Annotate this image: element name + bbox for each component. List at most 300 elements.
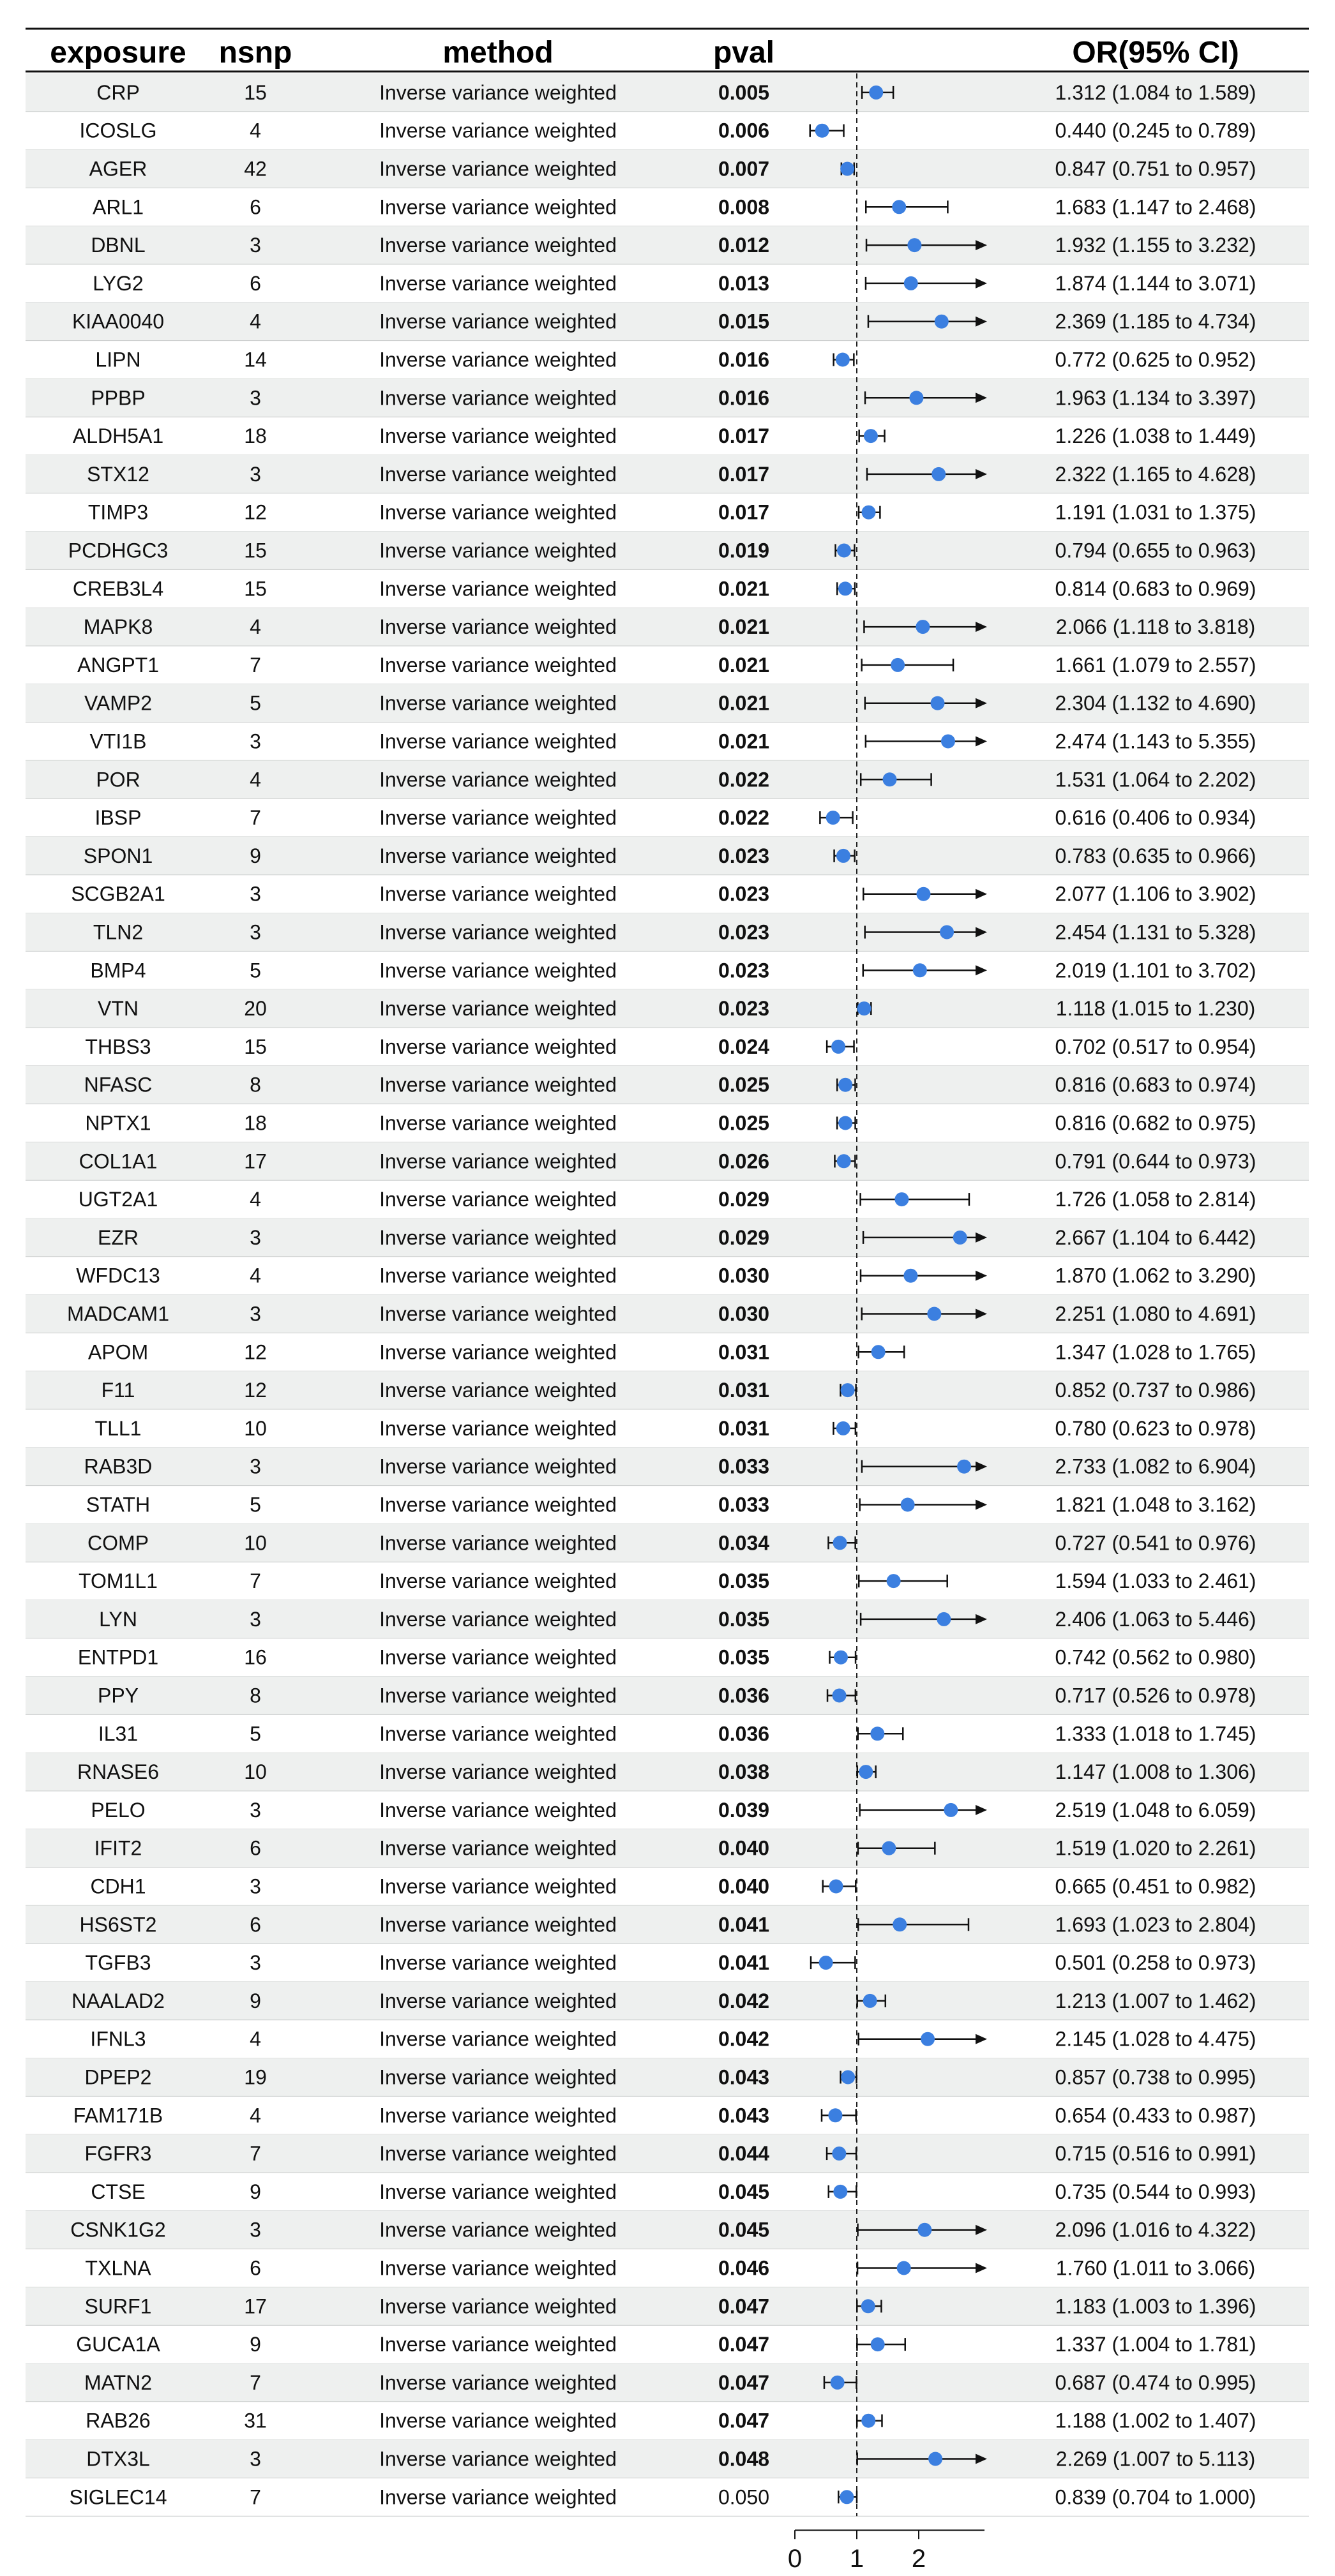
cell-method: Inverse variance weighted bbox=[379, 195, 617, 219]
cell-or-ci: 0.735 (0.544 to 0.993) bbox=[1055, 2180, 1256, 2203]
cell-or-ci: 0.816 (0.682 to 0.975) bbox=[1055, 1111, 1256, 1135]
ci-arrow bbox=[976, 1500, 987, 1510]
cell-exposure: UGT2A1 bbox=[78, 1188, 158, 1211]
cell-exposure: NAALAD2 bbox=[72, 1989, 165, 2012]
cell-exposure: CDH1 bbox=[90, 1875, 146, 1898]
cell-pval: 0.042 bbox=[718, 1989, 770, 2012]
or-point bbox=[917, 2223, 931, 2237]
cell-or-ci: 0.654 (0.433 to 0.987) bbox=[1055, 2104, 1256, 2127]
cell-nsnp: 3 bbox=[250, 1455, 261, 1478]
cell-or-ci: 1.213 (1.007 to 1.462) bbox=[1055, 1989, 1256, 2012]
or-point bbox=[831, 2376, 845, 2390]
cell-or-ci: 2.369 (1.185 to 4.734) bbox=[1055, 310, 1256, 333]
cell-or-ci: 0.727 (0.541 to 0.976) bbox=[1055, 1531, 1256, 1555]
cell-pval: 0.046 bbox=[718, 2256, 770, 2280]
or-point bbox=[828, 2108, 842, 2122]
or-point bbox=[841, 2071, 855, 2085]
cell-nsnp: 5 bbox=[250, 691, 261, 715]
cell-nsnp: 6 bbox=[250, 1913, 261, 1936]
cell-pval: 0.045 bbox=[718, 2180, 770, 2203]
or-point bbox=[836, 353, 850, 367]
cell-nsnp: 3 bbox=[250, 2218, 261, 2242]
cell-exposure: IL31 bbox=[98, 1722, 139, 1746]
cell-nsnp: 15 bbox=[244, 80, 267, 104]
cell-nsnp: 4 bbox=[250, 615, 261, 639]
or-point bbox=[937, 1612, 951, 1626]
or-point bbox=[887, 1574, 901, 1588]
cell-nsnp: 4 bbox=[250, 1264, 261, 1287]
cell-method: Inverse variance weighted bbox=[379, 539, 617, 562]
cell-pval: 0.013 bbox=[718, 271, 770, 295]
cell-pval: 0.040 bbox=[718, 1836, 770, 1860]
cell-or-ci: 2.066 (1.118 to 3.818) bbox=[1055, 615, 1256, 639]
cell-nsnp: 4 bbox=[250, 2027, 261, 2051]
or-point bbox=[957, 1460, 971, 1474]
cell-method: Inverse variance weighted bbox=[379, 80, 617, 104]
or-point bbox=[953, 1231, 967, 1245]
or-point bbox=[941, 735, 955, 749]
cell-or-ci: 2.077 (1.106 to 3.902) bbox=[1055, 882, 1256, 906]
cell-pval: 0.047 bbox=[718, 2295, 770, 2318]
cell-nsnp: 9 bbox=[250, 2333, 261, 2356]
cell-method: Inverse variance weighted bbox=[379, 1760, 617, 1784]
or-point bbox=[829, 1880, 843, 1894]
or-point bbox=[861, 2299, 875, 2313]
cell-exposure: NFASC bbox=[84, 1073, 153, 1097]
or-point bbox=[864, 429, 878, 443]
cell-nsnp: 8 bbox=[250, 1073, 261, 1097]
cell-exposure: BMP4 bbox=[90, 959, 146, 982]
cell-exposure: APOM bbox=[87, 1340, 149, 1364]
cell-nsnp: 3 bbox=[250, 1607, 261, 1631]
cell-exposure: TLL1 bbox=[94, 1416, 142, 1440]
ci-arrow bbox=[976, 1271, 987, 1281]
cell-exposure: FGFR3 bbox=[84, 2142, 152, 2166]
cell-nsnp: 7 bbox=[250, 1569, 261, 1593]
cell-or-ci: 1.594 (1.033 to 2.461) bbox=[1055, 1569, 1256, 1593]
cell-or-ci: 1.726 (1.058 to 2.814) bbox=[1055, 1188, 1256, 1211]
ci-arrow bbox=[976, 1805, 987, 1815]
cell-pval: 0.024 bbox=[718, 1035, 770, 1058]
cell-nsnp: 5 bbox=[250, 959, 261, 982]
or-point bbox=[840, 162, 854, 176]
or-point bbox=[931, 467, 946, 481]
cell-method: Inverse variance weighted bbox=[379, 730, 617, 753]
cell-nsnp: 14 bbox=[244, 348, 267, 371]
cell-method: Inverse variance weighted bbox=[379, 424, 617, 448]
ci-arrow bbox=[976, 889, 987, 899]
cell-pval: 0.029 bbox=[718, 1225, 770, 1249]
or-point bbox=[909, 391, 923, 405]
cell-or-ci: 1.183 (1.003 to 1.396) bbox=[1055, 2295, 1256, 2318]
cell-exposure: ANGPT1 bbox=[77, 653, 160, 677]
cell-nsnp: 15 bbox=[244, 1035, 267, 1058]
cell-pval: 0.036 bbox=[718, 1684, 770, 1707]
cell-or-ci: 0.847 (0.751 to 0.957) bbox=[1055, 157, 1256, 181]
cell-exposure: TLN2 bbox=[93, 920, 144, 944]
cell-nsnp: 3 bbox=[250, 920, 261, 944]
cell-pval: 0.033 bbox=[718, 1455, 770, 1478]
or-point bbox=[815, 124, 829, 138]
or-point bbox=[871, 1345, 886, 1359]
cell-exposure: STX12 bbox=[87, 462, 149, 486]
cell-nsnp: 10 bbox=[244, 1760, 267, 1784]
cell-pval: 0.033 bbox=[718, 1493, 770, 1516]
cell-method: Inverse variance weighted bbox=[379, 2333, 617, 2356]
cell-exposure: LYG2 bbox=[93, 271, 144, 295]
cell-or-ci: 2.733 (1.082 to 6.904) bbox=[1055, 1455, 1256, 1478]
cell-exposure: ICOSLG bbox=[79, 119, 157, 142]
cell-method: Inverse variance weighted bbox=[379, 882, 617, 906]
cell-method: Inverse variance weighted bbox=[379, 1684, 617, 1707]
or-point bbox=[862, 505, 876, 520]
or-point bbox=[870, 1726, 884, 1741]
cell-exposure: COL1A1 bbox=[79, 1149, 158, 1173]
cell-pval: 0.021 bbox=[718, 691, 770, 715]
cell-method: Inverse variance weighted bbox=[379, 1340, 617, 1364]
or-point bbox=[894, 1192, 909, 1206]
cell-method: Inverse variance weighted bbox=[379, 691, 617, 715]
cell-or-ci: 0.440 (0.245 to 0.789) bbox=[1055, 119, 1256, 142]
cell-nsnp: 4 bbox=[250, 119, 261, 142]
cell-nsnp: 42 bbox=[244, 157, 267, 181]
or-point bbox=[837, 1154, 851, 1168]
x-axis bbox=[788, 2530, 984, 2573]
cell-pval: 0.015 bbox=[718, 310, 770, 333]
or-point bbox=[882, 1841, 896, 1855]
cell-method: Inverse variance weighted bbox=[379, 844, 617, 867]
cell-exposure: TGFB3 bbox=[85, 1951, 151, 1975]
cell-pval: 0.022 bbox=[718, 768, 770, 791]
cell-method: Inverse variance weighted bbox=[379, 2065, 617, 2089]
cell-nsnp: 9 bbox=[250, 844, 261, 867]
ci-arrow bbox=[976, 2034, 987, 2044]
or-point bbox=[838, 581, 852, 595]
cell-nsnp: 4 bbox=[250, 2104, 261, 2127]
cell-exposure: SCGB2A1 bbox=[71, 882, 165, 906]
cell-method: Inverse variance weighted bbox=[379, 1379, 617, 1402]
cell-method: Inverse variance weighted bbox=[379, 615, 617, 639]
or-point bbox=[840, 2490, 854, 2504]
cell-method: Inverse variance weighted bbox=[379, 2142, 617, 2166]
cell-exposure: AGER bbox=[89, 157, 147, 181]
cell-nsnp: 3 bbox=[250, 2447, 261, 2471]
cell-pval: 0.034 bbox=[718, 1531, 770, 1555]
cell-pval: 0.050 bbox=[718, 2485, 770, 2509]
cell-method: Inverse variance weighted bbox=[379, 2295, 617, 2318]
cell-or-ci: 0.839 (0.704 to 1.000) bbox=[1055, 2485, 1256, 2509]
cell-pval: 0.016 bbox=[718, 386, 770, 410]
x-tick-label: 0 bbox=[787, 2545, 803, 2573]
cell-exposure: CTSE bbox=[91, 2180, 146, 2203]
cell-exposure: ENTPD1 bbox=[77, 1645, 159, 1669]
cell-exposure: PELO bbox=[91, 1798, 146, 1822]
cell-nsnp: 31 bbox=[244, 2409, 267, 2432]
or-point bbox=[916, 887, 930, 901]
cell-or-ci: 0.783 (0.635 to 0.966) bbox=[1055, 844, 1256, 867]
cell-exposure: MAPK8 bbox=[83, 615, 153, 639]
cell-or-ci: 1.188 (1.002 to 1.407) bbox=[1055, 2409, 1256, 2432]
cell-method: Inverse variance weighted bbox=[379, 2256, 617, 2280]
cell-nsnp: 4 bbox=[250, 1188, 261, 1211]
cell-pval: 0.041 bbox=[718, 1913, 770, 1936]
cell-or-ci: 2.406 (1.063 to 5.446) bbox=[1055, 1607, 1256, 1631]
cell-method: Inverse variance weighted bbox=[379, 1645, 617, 1669]
cell-or-ci: 1.312 (1.084 to 1.589) bbox=[1055, 80, 1256, 104]
cell-pval: 0.021 bbox=[718, 577, 770, 601]
cell-pval: 0.042 bbox=[718, 2027, 770, 2051]
cell-exposure: IBSP bbox=[94, 806, 142, 830]
or-point bbox=[863, 1994, 877, 2008]
or-point bbox=[841, 1383, 855, 1397]
or-point bbox=[833, 1536, 847, 1550]
cell-pval: 0.023 bbox=[718, 882, 770, 906]
cell-nsnp: 20 bbox=[244, 997, 267, 1021]
cell-exposure: VAMP2 bbox=[84, 691, 153, 715]
cell-pval: 0.029 bbox=[718, 1188, 770, 1211]
cell-or-ci: 2.304 (1.132 to 4.690) bbox=[1055, 691, 1256, 715]
cell-or-ci: 0.780 (0.623 to 0.978) bbox=[1055, 1416, 1256, 1440]
cell-nsnp: 16 bbox=[244, 1645, 267, 1669]
cell-or-ci: 1.821 (1.048 to 3.162) bbox=[1055, 1493, 1256, 1516]
cell-or-ci: 2.096 (1.016 to 4.322) bbox=[1055, 2218, 1256, 2242]
cell-method: Inverse variance weighted bbox=[379, 2218, 617, 2242]
cell-exposure: COMP bbox=[87, 1531, 149, 1555]
cell-exposure: POR bbox=[96, 768, 140, 791]
cell-method: Inverse variance weighted bbox=[379, 920, 617, 944]
cell-method: Inverse variance weighted bbox=[379, 2370, 617, 2394]
cell-exposure: LYN bbox=[99, 1607, 137, 1631]
cell-method: Inverse variance weighted bbox=[379, 386, 617, 410]
cell-nsnp: 12 bbox=[244, 1340, 267, 1364]
cell-nsnp: 7 bbox=[250, 2485, 261, 2509]
cell-nsnp: 3 bbox=[250, 1225, 261, 1249]
or-point bbox=[857, 1001, 871, 1015]
cell-exposure: CSNK1G2 bbox=[70, 2218, 166, 2242]
cell-nsnp: 9 bbox=[250, 1989, 261, 2012]
cell-pval: 0.048 bbox=[718, 2447, 770, 2471]
cell-exposure: FAM171B bbox=[73, 2104, 163, 2127]
cell-nsnp: 3 bbox=[250, 1302, 261, 1326]
cell-exposure: KIAA0040 bbox=[72, 310, 165, 333]
cell-or-ci: 1.661 (1.079 to 2.557) bbox=[1055, 653, 1256, 677]
cell-exposure: PPY bbox=[97, 1684, 139, 1707]
cell-exposure: SPON1 bbox=[83, 844, 153, 867]
cell-exposure: PPBP bbox=[91, 386, 146, 410]
or-point bbox=[921, 2032, 935, 2046]
cell-exposure: HS6ST2 bbox=[79, 1913, 157, 1936]
or-point bbox=[883, 772, 897, 786]
cell-exposure: VTN bbox=[98, 997, 139, 1021]
cell-or-ci: 0.772 (0.625 to 0.952) bbox=[1055, 348, 1256, 371]
cell-method: Inverse variance weighted bbox=[379, 1149, 617, 1173]
cell-or-ci: 1.963 (1.134 to 3.397) bbox=[1055, 386, 1256, 410]
cell-method: Inverse variance weighted bbox=[379, 1836, 617, 1860]
header-exposure: exposure bbox=[50, 36, 186, 70]
cell-exposure: STATH bbox=[86, 1493, 151, 1516]
cell-pval: 0.026 bbox=[718, 1149, 770, 1173]
cell-or-ci: 0.816 (0.683 to 0.974) bbox=[1055, 1073, 1256, 1097]
cell-method: Inverse variance weighted bbox=[379, 2104, 617, 2127]
or-point bbox=[859, 1765, 873, 1779]
or-point bbox=[927, 1307, 941, 1321]
cell-nsnp: 7 bbox=[250, 806, 261, 830]
cell-pval: 0.007 bbox=[718, 157, 770, 181]
cell-pval: 0.012 bbox=[718, 234, 770, 257]
cell-pval: 0.030 bbox=[718, 1302, 770, 1326]
cell-exposure: ALDH5A1 bbox=[72, 424, 164, 448]
or-point bbox=[837, 544, 851, 558]
header-or-ci: OR(95% CI) bbox=[1072, 36, 1239, 70]
or-point bbox=[838, 1116, 852, 1130]
cell-nsnp: 15 bbox=[244, 539, 267, 562]
cell-nsnp: 3 bbox=[250, 234, 261, 257]
cell-nsnp: 15 bbox=[244, 577, 267, 601]
cell-or-ci: 1.693 (1.023 to 2.804) bbox=[1055, 1913, 1256, 1936]
cell-pval: 0.017 bbox=[718, 424, 770, 448]
cell-or-ci: 0.742 (0.562 to 0.980) bbox=[1055, 1645, 1256, 1669]
cell-nsnp: 3 bbox=[250, 1951, 261, 1975]
cell-pval: 0.006 bbox=[718, 119, 770, 142]
cell-or-ci: 2.667 (1.104 to 6.442) bbox=[1055, 1225, 1256, 1249]
cell-exposure: MATN2 bbox=[84, 2370, 153, 2394]
cell-pval: 0.021 bbox=[718, 730, 770, 753]
cell-pval: 0.035 bbox=[718, 1645, 770, 1669]
or-point bbox=[834, 1651, 848, 1665]
cell-pval: 0.031 bbox=[718, 1416, 770, 1440]
cell-nsnp: 3 bbox=[250, 730, 261, 753]
cell-exposure: IFIT2 bbox=[94, 1836, 142, 1860]
cell-method: Inverse variance weighted bbox=[379, 462, 617, 486]
cell-nsnp: 10 bbox=[244, 1531, 267, 1555]
cell-or-ci: 1.147 (1.008 to 1.306) bbox=[1055, 1760, 1256, 1784]
ci-arrow bbox=[976, 2263, 987, 2273]
cell-nsnp: 19 bbox=[244, 2065, 267, 2089]
cell-method: Inverse variance weighted bbox=[379, 500, 617, 524]
cell-pval: 0.039 bbox=[718, 1798, 770, 1822]
cell-method: Inverse variance weighted bbox=[379, 1225, 617, 1249]
cell-exposure: CREB3L4 bbox=[72, 577, 164, 601]
cell-method: Inverse variance weighted bbox=[379, 959, 617, 982]
cell-or-ci: 1.347 (1.028 to 1.765) bbox=[1055, 1340, 1256, 1364]
cell-pval: 0.005 bbox=[718, 80, 770, 104]
cell-or-ci: 2.269 (1.007 to 5.113) bbox=[1055, 2447, 1256, 2471]
cell-method: Inverse variance weighted bbox=[379, 2447, 617, 2471]
cell-or-ci: 0.852 (0.737 to 0.986) bbox=[1055, 1379, 1256, 1402]
cell-method: Inverse variance weighted bbox=[379, 1951, 617, 1975]
cell-nsnp: 3 bbox=[250, 882, 261, 906]
cell-pval: 0.021 bbox=[718, 615, 770, 639]
cell-nsnp: 17 bbox=[244, 2295, 267, 2318]
table-header bbox=[26, 29, 1309, 71]
or-point bbox=[819, 1956, 833, 1970]
cell-or-ci: 0.715 (0.516 to 0.991) bbox=[1055, 2142, 1256, 2166]
cell-or-ci: 0.791 (0.644 to 0.973) bbox=[1055, 1149, 1256, 1173]
cell-pval: 0.031 bbox=[718, 1379, 770, 1402]
cell-or-ci: 2.519 (1.048 to 6.059) bbox=[1055, 1798, 1256, 1822]
cell-method: Inverse variance weighted bbox=[379, 1989, 617, 2012]
or-point bbox=[907, 238, 921, 252]
cell-pval: 0.043 bbox=[718, 2065, 770, 2089]
cell-method: Inverse variance weighted bbox=[379, 577, 617, 601]
cell-method: Inverse variance weighted bbox=[379, 806, 617, 830]
cell-exposure: THBS3 bbox=[85, 1035, 151, 1058]
cell-nsnp: 5 bbox=[250, 1493, 261, 1516]
or-point bbox=[892, 200, 906, 214]
header-nsnp: nsnp bbox=[218, 36, 292, 70]
cell-nsnp: 3 bbox=[250, 1875, 261, 1898]
cell-method: Inverse variance weighted bbox=[379, 1302, 617, 1326]
cell-nsnp: 4 bbox=[250, 310, 261, 333]
x-tick-label: 2 bbox=[911, 2545, 926, 2573]
cell-pval: 0.021 bbox=[718, 653, 770, 677]
or-point bbox=[897, 2261, 911, 2275]
or-point bbox=[930, 696, 944, 710]
cell-nsnp: 7 bbox=[250, 2370, 261, 2394]
cell-or-ci: 0.702 (0.517 to 0.954) bbox=[1055, 1035, 1256, 1058]
cell-or-ci: 0.687 (0.474 to 0.995) bbox=[1055, 2370, 1256, 2394]
cell-or-ci: 1.519 (1.020 to 2.261) bbox=[1055, 1836, 1256, 1860]
cell-or-ci: 1.118 (1.015 to 1.230) bbox=[1055, 997, 1256, 1021]
cell-or-ci: 1.932 (1.155 to 3.232) bbox=[1055, 234, 1256, 257]
cell-pval: 0.008 bbox=[718, 195, 770, 219]
cell-method: Inverse variance weighted bbox=[379, 1531, 617, 1555]
cell-exposure: RAB26 bbox=[86, 2409, 151, 2432]
cell-nsnp: 10 bbox=[244, 1416, 267, 1440]
cell-pval: 0.023 bbox=[718, 997, 770, 1021]
or-point bbox=[838, 1078, 852, 1092]
cell-or-ci: 1.683 (1.147 to 2.468) bbox=[1055, 195, 1256, 219]
cell-method: Inverse variance weighted bbox=[379, 2180, 617, 2203]
cell-method: Inverse variance weighted bbox=[379, 348, 617, 371]
cell-pval: 0.043 bbox=[718, 2104, 770, 2127]
cell-or-ci: 1.760 (1.011 to 3.066) bbox=[1055, 2256, 1256, 2280]
cell-nsnp: 9 bbox=[250, 2180, 261, 2203]
cell-nsnp: 8 bbox=[250, 1684, 261, 1707]
or-point bbox=[871, 2337, 885, 2351]
cell-exposure: SURF1 bbox=[84, 2295, 152, 2318]
cell-exposure: CRP bbox=[96, 80, 140, 104]
cell-nsnp: 6 bbox=[250, 2256, 261, 2280]
cell-or-ci: 0.794 (0.655 to 0.963) bbox=[1055, 539, 1256, 562]
or-point bbox=[831, 1040, 845, 1054]
cell-pval: 0.030 bbox=[718, 1264, 770, 1287]
header-method: method bbox=[442, 36, 554, 70]
cell-nsnp: 7 bbox=[250, 2142, 261, 2166]
cell-exposure: F11 bbox=[101, 1379, 135, 1402]
cell-exposure: MADCAM1 bbox=[66, 1302, 170, 1326]
cell-pval: 0.036 bbox=[718, 1722, 770, 1746]
or-point bbox=[913, 963, 927, 977]
cell-nsnp: 18 bbox=[244, 1111, 267, 1135]
cell-method: Inverse variance weighted bbox=[379, 1875, 617, 1898]
cell-exposure: WFDC13 bbox=[76, 1264, 160, 1287]
or-point bbox=[836, 849, 850, 863]
cell-exposure: NPTX1 bbox=[85, 1111, 151, 1135]
or-point bbox=[916, 620, 930, 634]
cell-or-ci: 0.814 (0.683 to 0.969) bbox=[1055, 577, 1256, 601]
cell-nsnp: 3 bbox=[250, 1798, 261, 1822]
cell-or-ci: 1.191 (1.031 to 1.375) bbox=[1055, 500, 1256, 524]
cell-nsnp: 6 bbox=[250, 1836, 261, 1860]
cell-pval: 0.031 bbox=[718, 1340, 770, 1364]
cell-method: Inverse variance weighted bbox=[379, 234, 617, 257]
cell-pval: 0.017 bbox=[718, 500, 770, 524]
cell-or-ci: 0.717 (0.526 to 0.978) bbox=[1055, 1684, 1256, 1707]
cell-method: Inverse variance weighted bbox=[379, 1913, 617, 1936]
cell-method: Inverse variance weighted bbox=[379, 1722, 617, 1746]
cell-method: Inverse variance weighted bbox=[379, 1111, 617, 1135]
